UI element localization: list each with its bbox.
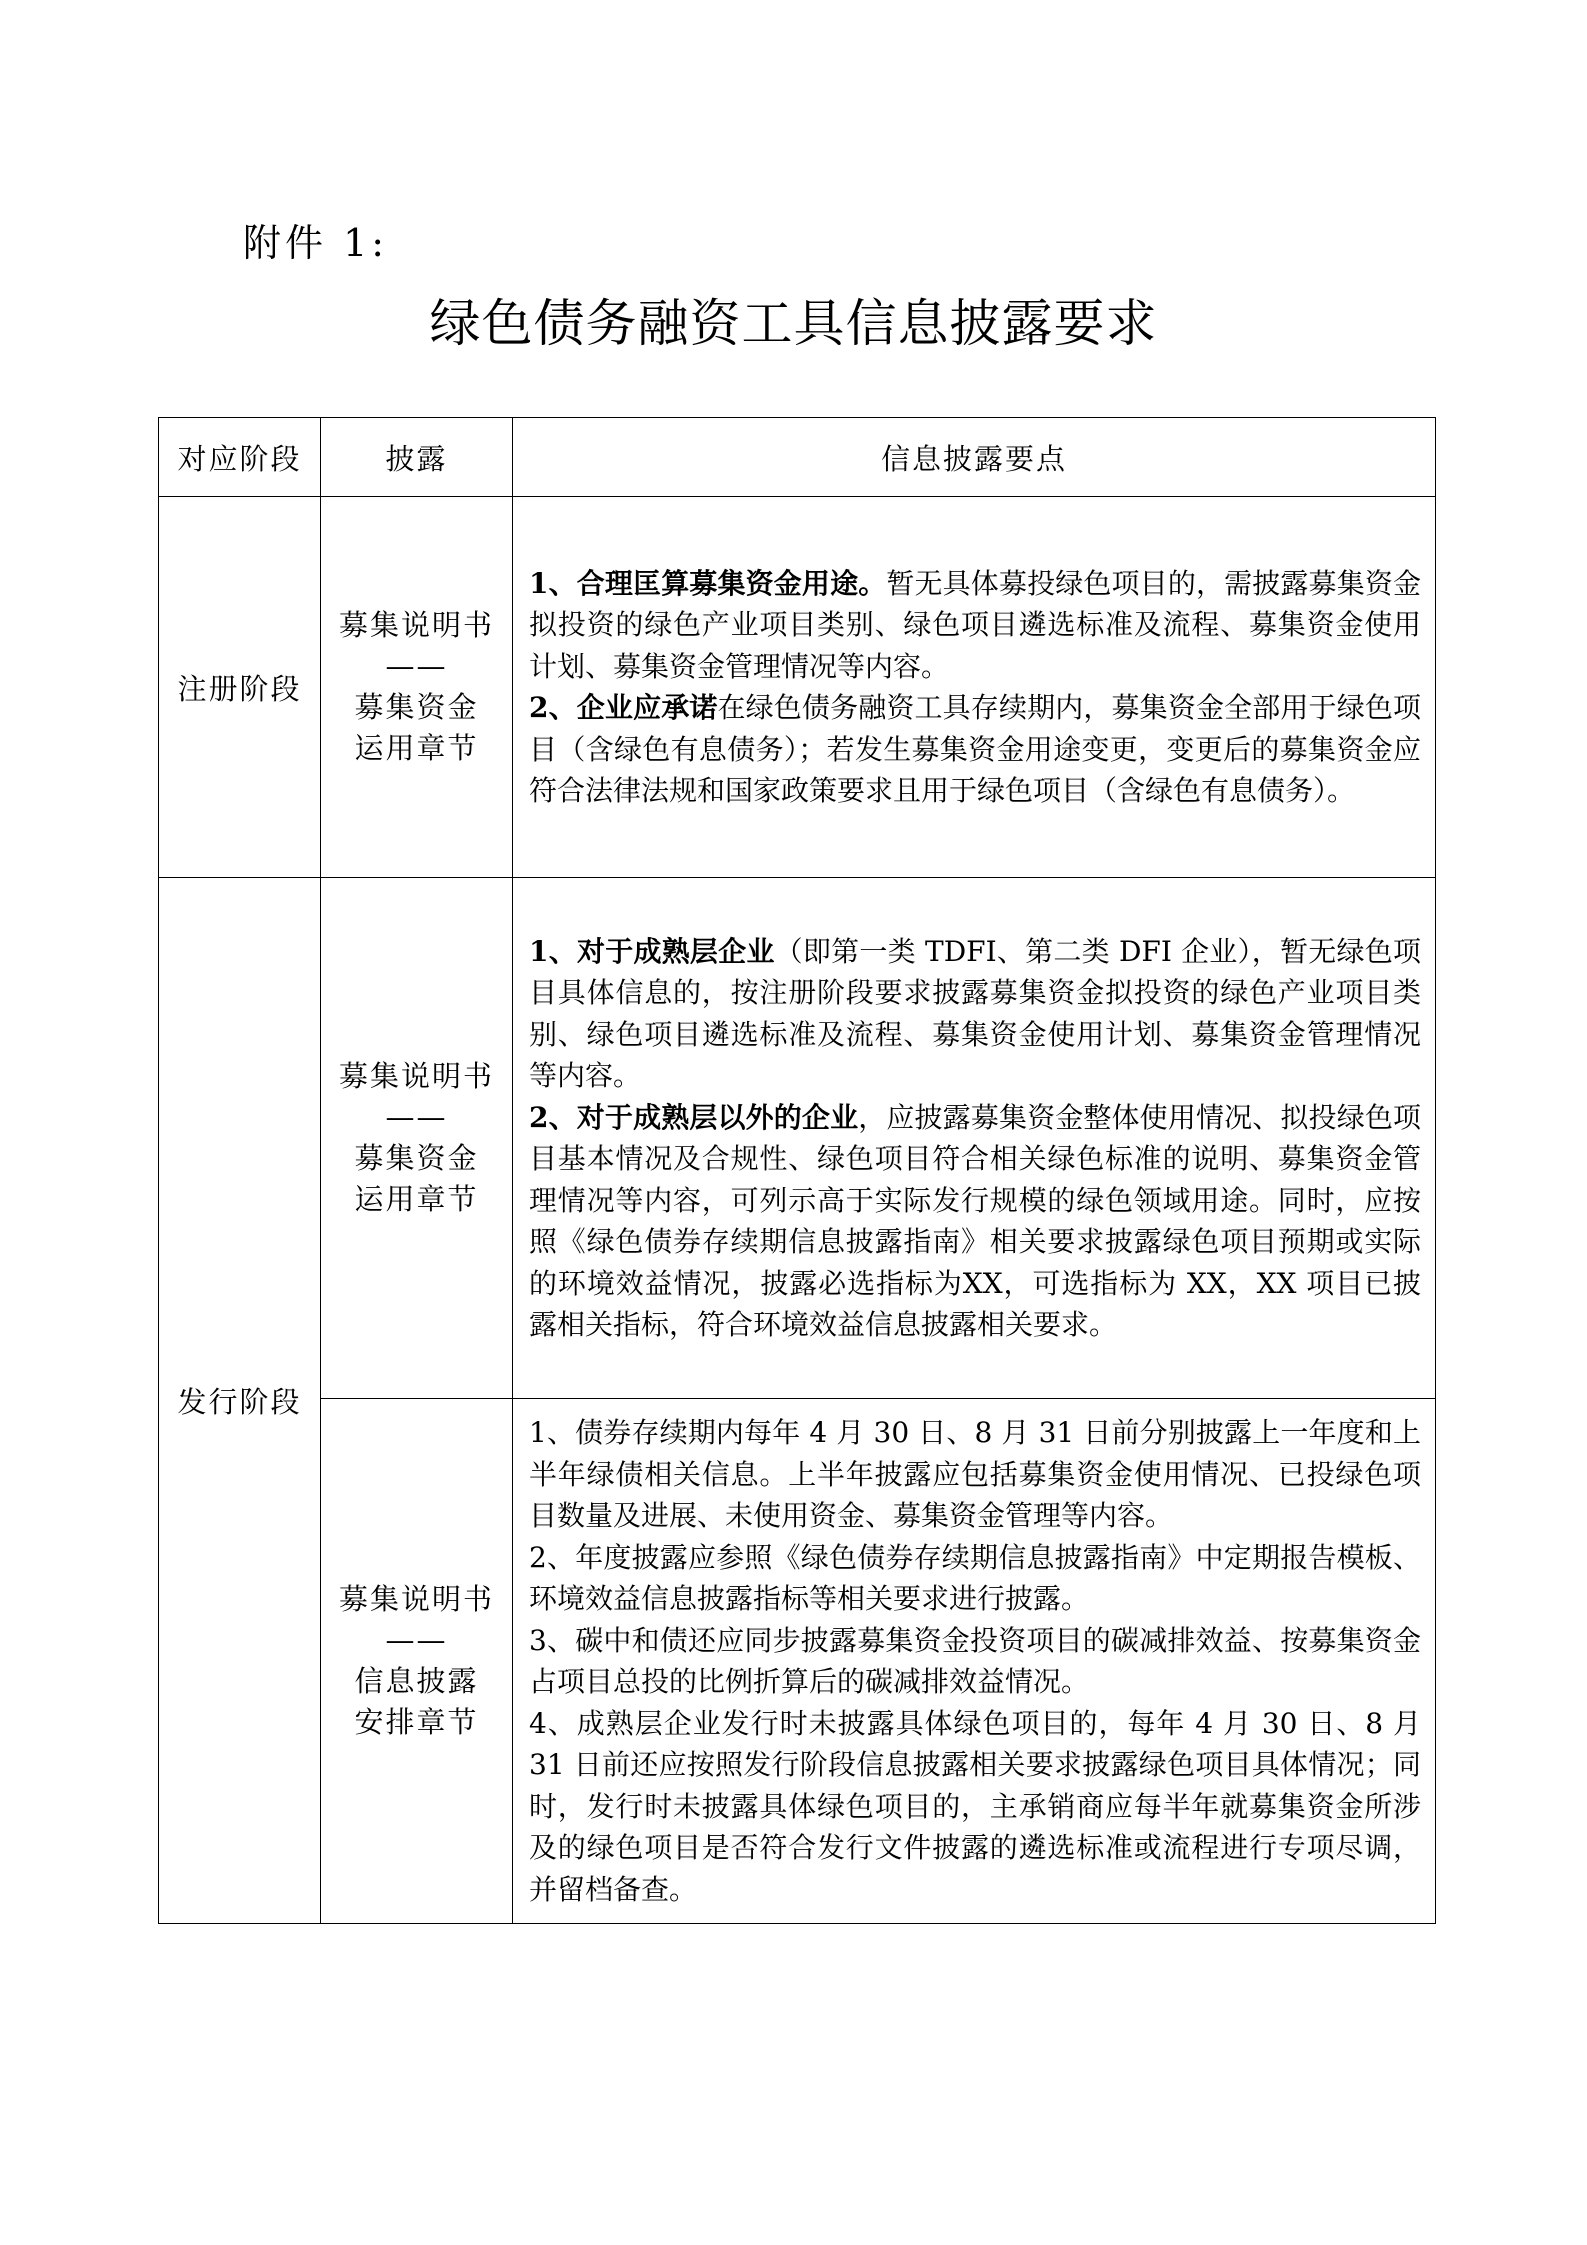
table-row-registration <box>159 497 1436 878</box>
document-title: 绿色债务融资工具信息披露要求 <box>429 295 1158 354</box>
header-key-points: 信息披露要点 <box>513 418 1436 497</box>
table-row-issuance-disclosure-arrangement <box>159 1399 1436 1924</box>
point-bold: 2、对于成熟层以外的企业 <box>529 1100 859 1134</box>
point-item <box>529 1097 1421 1346</box>
points-issuance-use-of-funds <box>513 878 1436 1399</box>
doc-line: 运用章节 <box>354 1182 479 1216</box>
doc-line: 募集说明书 <box>338 1059 494 1093</box>
table-row-issuance-use-of-funds <box>159 878 1436 1399</box>
point-item: 1、债券存续期内每年 4 月 30 日、8 月 31 日前分别披露上一年度和上半年绿债相关信息。上半年披露应包括募集资金使用情况、已投绿色项目数量及进展、未使用资金、募集资金管理等内容。 <box>529 1416 1421 1532</box>
attachment-label: 附件 1: <box>243 221 389 265</box>
header-disclosure: 披露 <box>321 418 513 497</box>
doc-cell-issuance-use-of-funds <box>321 878 513 1399</box>
point-bold: 1、对于成熟层企业 <box>529 934 775 968</box>
point-item <box>529 931 1421 1097</box>
doc-line: 募集资金 <box>354 1141 479 1175</box>
point-text: （即第一类 TDFI、第二类 DFI 企业），暂无绿色项目具体信息的，按注册阶段要求披露募集资金拟投资的绿色产业项目类别、绿色项目遴选标准及流程、募集资金使用计划、募集资金管理情况等内容。 <box>529 934 1422 1092</box>
stage-issuance: 发行阶段 <box>159 878 321 1924</box>
stage-registration: 注册阶段 <box>159 497 321 878</box>
disclosure-requirements-table <box>158 417 1436 1924</box>
doc-cell-registration <box>321 497 513 878</box>
doc-line: —— <box>385 1623 448 1657</box>
point-text: ，应披露募集资金整体使用情况、拟投绿色项目基本情况及合规性、绿色项目符合相关绿色标准的说明、募集资金管理情况等内容，可列示高于实际发行规模的绿色领域用途。同时，应按照《绿色债券存续期信息披露指南》相关要求披露绿色项目预期或实际的环境效益情况，披露必选指标为XX，可选指标为 XX，XX 项目已披露相关指标，符合环境效益信息披露相关要求。 <box>529 1100 1421 1341</box>
point-item: 4、成熟层企业发行时未披露具体绿色项目的，每年 4 月 30 日、8 月 31 日前还应按照发行阶段信息披露相关要求披露绿色项目具体情况；同时，发行时未披露具体绿色项目的，主承销商应每半年就募集资金所涉及的绿色项目是否符合发行文件披露的遴选标准或流程进行专项尽调，并留档备查。 <box>529 1706 1421 1906</box>
table-header-row <box>159 418 1436 497</box>
doc-line: —— <box>385 649 448 683</box>
doc-cell-issuance-disclosure-arrangement <box>321 1399 513 1924</box>
point-bold: 1、合理匡算募集资金用途。 <box>529 566 887 600</box>
doc-line: 安排章节 <box>354 1705 479 1739</box>
header-stage: 对应阶段 <box>159 418 321 497</box>
point-text: 在绿色债务融资工具存续期内，募集资金全部用于绿色项目（含绿色有息债务）；若发生募集资金用途变更，变更后的募集资金应符合法律法规和国家政策要求且用于绿色项目（含绿色有息债务）。 <box>529 691 1421 807</box>
doc-line: 募集说明书 <box>338 1582 494 1616</box>
doc-line: 运用章节 <box>354 731 479 765</box>
point-item: 2、年度披露应参照《绿色债券存续期信息披露指南》中定期报告模板、环境效益信息披露指标等相关要求进行披露。 <box>529 1540 1421 1615</box>
point-item <box>529 563 1421 688</box>
points-registration <box>513 497 1436 878</box>
doc-line: 募集说明书 <box>338 608 494 642</box>
doc-line: —— <box>385 1100 448 1134</box>
doc-line: 募集资金 <box>354 690 479 724</box>
point-text: 暂无具体募投绿色项目的，需披露募集资金拟投资的绿色产业项目类别、绿色项目遴选标准及流程、募集资金使用计划、募集资金管理情况等内容。 <box>529 566 1421 683</box>
point-item: 3、碳中和债还应同步披露募集资金投资项目的碳减排效益、按募集资金占项目总投的比例折算后的碳减排效益情况。 <box>529 1623 1421 1698</box>
point-bold: 2、企业应承诺 <box>529 691 718 724</box>
doc-line: 信息披露 <box>354 1664 479 1698</box>
points-issuance-disclosure-arrangement <box>513 1399 1436 1924</box>
point-item <box>529 687 1421 812</box>
